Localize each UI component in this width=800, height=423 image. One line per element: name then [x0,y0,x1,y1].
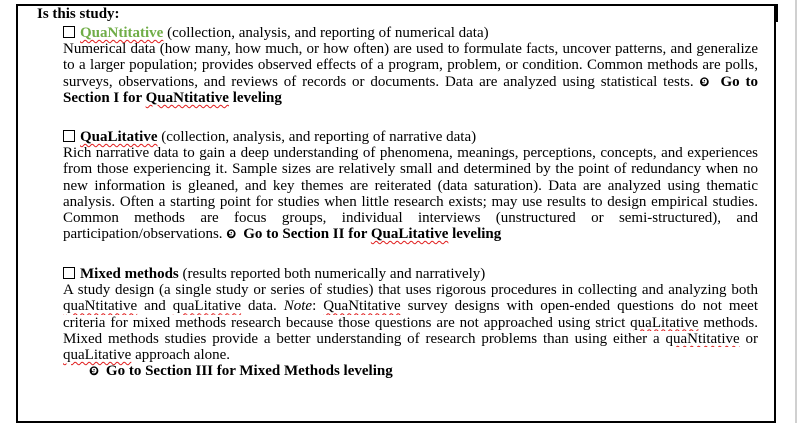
mixed-methods-subtitle: (results reported both numerically and narratively) [178,266,486,282]
arrow-circle-icon: ❾ [699,74,712,89]
goto-mixed-methods-link [63,363,758,379]
mixed-desc-line [63,315,758,331]
qualitative-desc-line: Common methods are focus groups, individual interviews (unstructured or semi-structured), and [63,209,758,226]
qualitative-subtitle: (collection, analysis, and reporting of narrative data) [157,129,477,145]
qualitative-desc-line: new information is gleaned, and key themes are reiterated (data saturation). Data are analyzed using thematic [63,177,758,194]
goto-quantitative-link [63,90,758,106]
option-row-mixed-methods [63,266,758,282]
qualitative-desc-line: from those experiencing it. Sample sizes are relatively small and determined by the point of redundancy when no [63,161,758,178]
section-qualitative [63,129,758,242]
mixed-desc-line [63,298,758,314]
section-quantitative [63,25,758,106]
goto-word: QuaNtitative [145,89,229,106]
flagged-word: QuaNtitative [323,298,401,315]
goto-text: Section I for [63,89,146,106]
qualitative-desc-text: participation/observations. [63,226,227,243]
desc-text: survey designs with open-ended questions do not meet [400,298,758,315]
desc-text: criteria for mixed methods research because those questions are not approached using strict [63,314,631,331]
goto-text: leveling [228,89,282,106]
quantitative-title: QuaNtitative [80,25,164,41]
desc-text: approach alone. [131,346,231,363]
quantitative-desc-line: to a larger population; provides observed effects of a program, problem, or condition. Common methods are polls, [63,57,758,74]
option-row-qualitative [63,129,758,145]
option-row-quantitative [63,25,758,41]
desc-text: data. [241,298,284,315]
arrow-circle-icon: ❾ [89,364,100,379]
goto-qualitative-text: Go to Section II for [239,226,371,243]
mixed-desc-line [63,347,758,363]
mixed-methods-checkbox[interactable] [63,267,75,279]
qualitative-checkbox[interactable] [63,130,75,142]
desc-text: Mixed methods studies provide a better understanding of research problems than using either a [63,330,666,347]
goto-qualitative-text: leveling [448,226,502,243]
page-gutter-divider [795,0,797,423]
goto-qualitative-word: QuaLitative [370,226,449,243]
flagged-word: quaNtitative [63,298,138,315]
section-mixed-methods [63,266,758,379]
goto-mixed-text: Go to Section III for Mixed Methods leveling [102,363,393,380]
mixed-methods-title: Mixed methods [80,266,179,282]
desc-text: and [137,298,173,315]
quantitative-desc-line [63,74,758,90]
flagged-word: quaLitative [630,314,699,331]
mixed-desc-line [63,331,758,347]
mixed-desc-line: A study design (a single study or series of studies) that uses rigorous procedures in collecting and analyzing both [63,282,758,299]
quantitative-desc-text: surveys, observations, and reviews of records or documents. Data are analyzed using statistical tests. [63,73,694,90]
flagged-word: quaLitative [172,298,242,315]
flagged-word: quaNtitative [665,330,740,347]
quantitative-desc-line: Numerical data (how many, how much, or how often) are used to formulate facts, uncover patterns, and generalize [63,41,758,58]
qualitative-desc-line: Rich narrative data to gain a deep understanding of phenomena, meanings, perceptions, concepts, and experiences [63,145,758,162]
desc-text: or [739,330,758,347]
question-heading: Is this study: [37,6,120,22]
desc-text: : [312,298,324,315]
quantitative-checkbox[interactable] [63,26,75,38]
qualitative-title: QuaLitative [80,129,158,145]
qualitative-desc-line: analysis. Often a starting point for studies when little research exists; may use results to design empirical studies. [63,193,758,210]
goto-quantitative-prefix: Go to [714,73,758,90]
quantitative-subtitle: (collection, analysis, and reporting of numerical data) [163,25,489,41]
note-label: Note [283,298,313,315]
arrow-circle-icon: ❾ [226,227,237,242]
frame-edge-line [776,4,778,22]
qualitative-goto-line [63,226,758,242]
flagged-word: quaLitative [63,346,132,363]
desc-text: methods. [698,314,758,331]
